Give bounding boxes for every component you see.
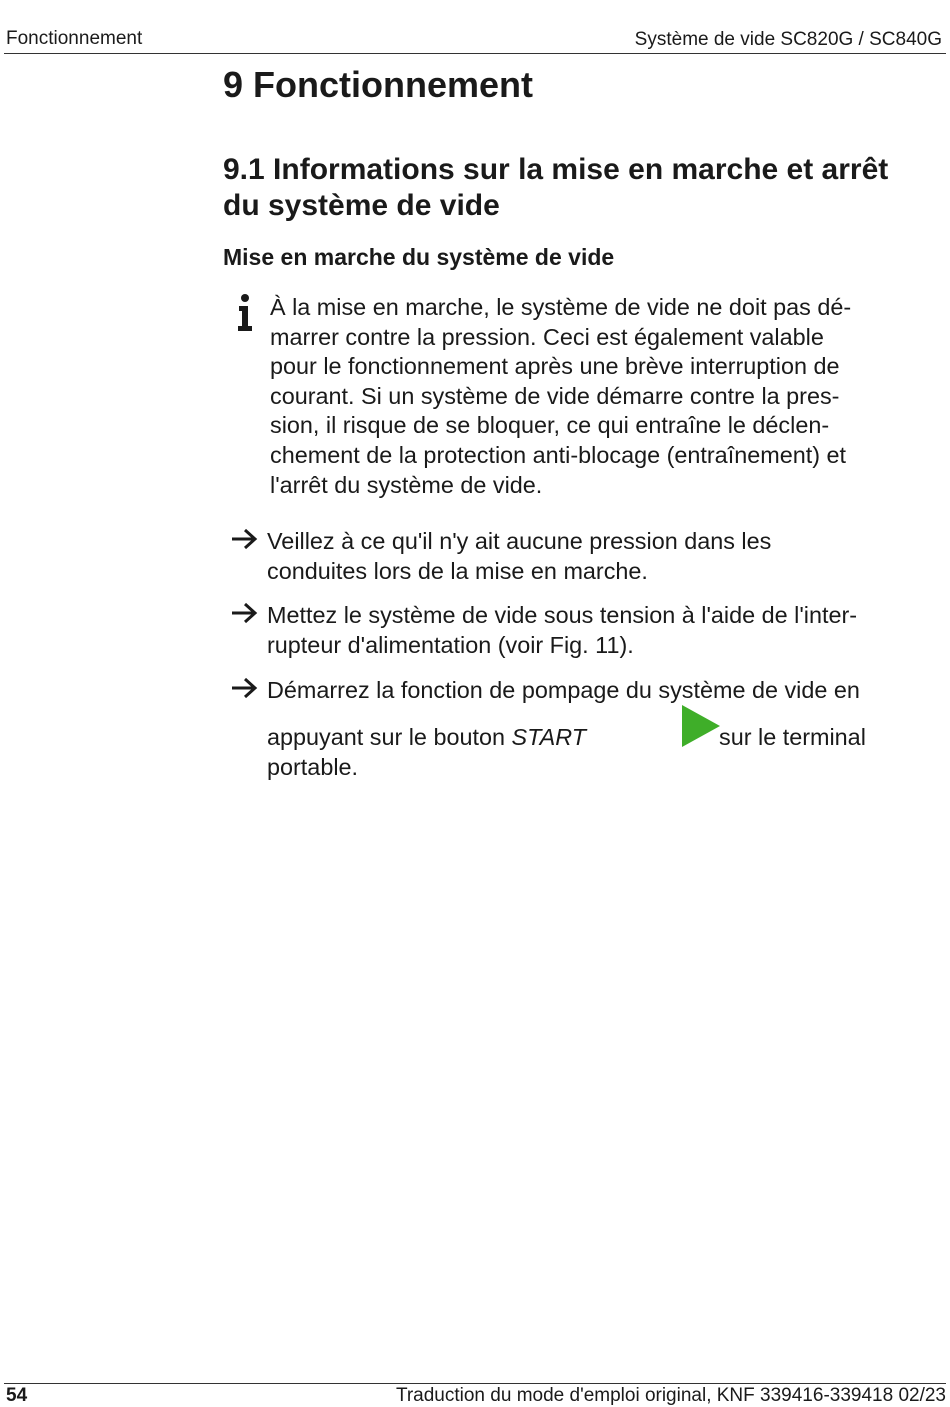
info-note: À la mise en marche, le système de vide ne doit pas dé- marrer contre la pression. Ceci est également valable pour le fonctionnement après une brève interruption de courant. Si un système de vide démarre contre la pres- sion, il risque de se bloquer, ce qui entraîne le déclen- chement de la protection anti-blocage (entraînement) et l'arrêt du système de vide. bbox=[270, 294, 852, 498]
chapter-title: 9 Fonctionnement bbox=[223, 64, 534, 105]
running-header-section: Fonctionnement bbox=[6, 28, 143, 49]
play-icon bbox=[682, 705, 720, 747]
page-number: 54 bbox=[6, 1385, 28, 1406]
subsection-title: Mise en marche du système de vide bbox=[223, 244, 615, 270]
section-title: 9.1 Informations sur la mise en marche et arrêt du système de vide bbox=[223, 153, 889, 222]
arrow-right-icon bbox=[230, 601, 260, 625]
footer-divider bbox=[4, 1383, 946, 1384]
step-text: sur le terminal bbox=[719, 724, 866, 750]
step-line: portable. bbox=[267, 754, 359, 780]
step-text: appuyant sur le bouton bbox=[267, 724, 512, 750]
running-header-product: Système de vide SC820G / SC840G bbox=[634, 29, 942, 50]
step-line: Démarrez la fonction de pompage du système de vide en bbox=[267, 677, 860, 703]
info-icon bbox=[236, 293, 254, 333]
arrow-right-icon bbox=[230, 676, 260, 700]
start-button-label: START bbox=[511, 724, 586, 750]
footer-text: Traduction du mode d'emploi original, KNF 339416-339418 02/23 bbox=[395, 1385, 946, 1406]
step-item: Mettez le système de vide sous tension à l'aide de l'inter- rupteur d'alimentation (voir Fig. 11). bbox=[267, 602, 858, 658]
header-divider bbox=[4, 53, 946, 54]
step-item: Veillez à ce qu'il n'y ait aucune pression dans les conduites lors de la mise en marche. bbox=[267, 528, 772, 584]
arrow-right-icon bbox=[230, 527, 260, 551]
